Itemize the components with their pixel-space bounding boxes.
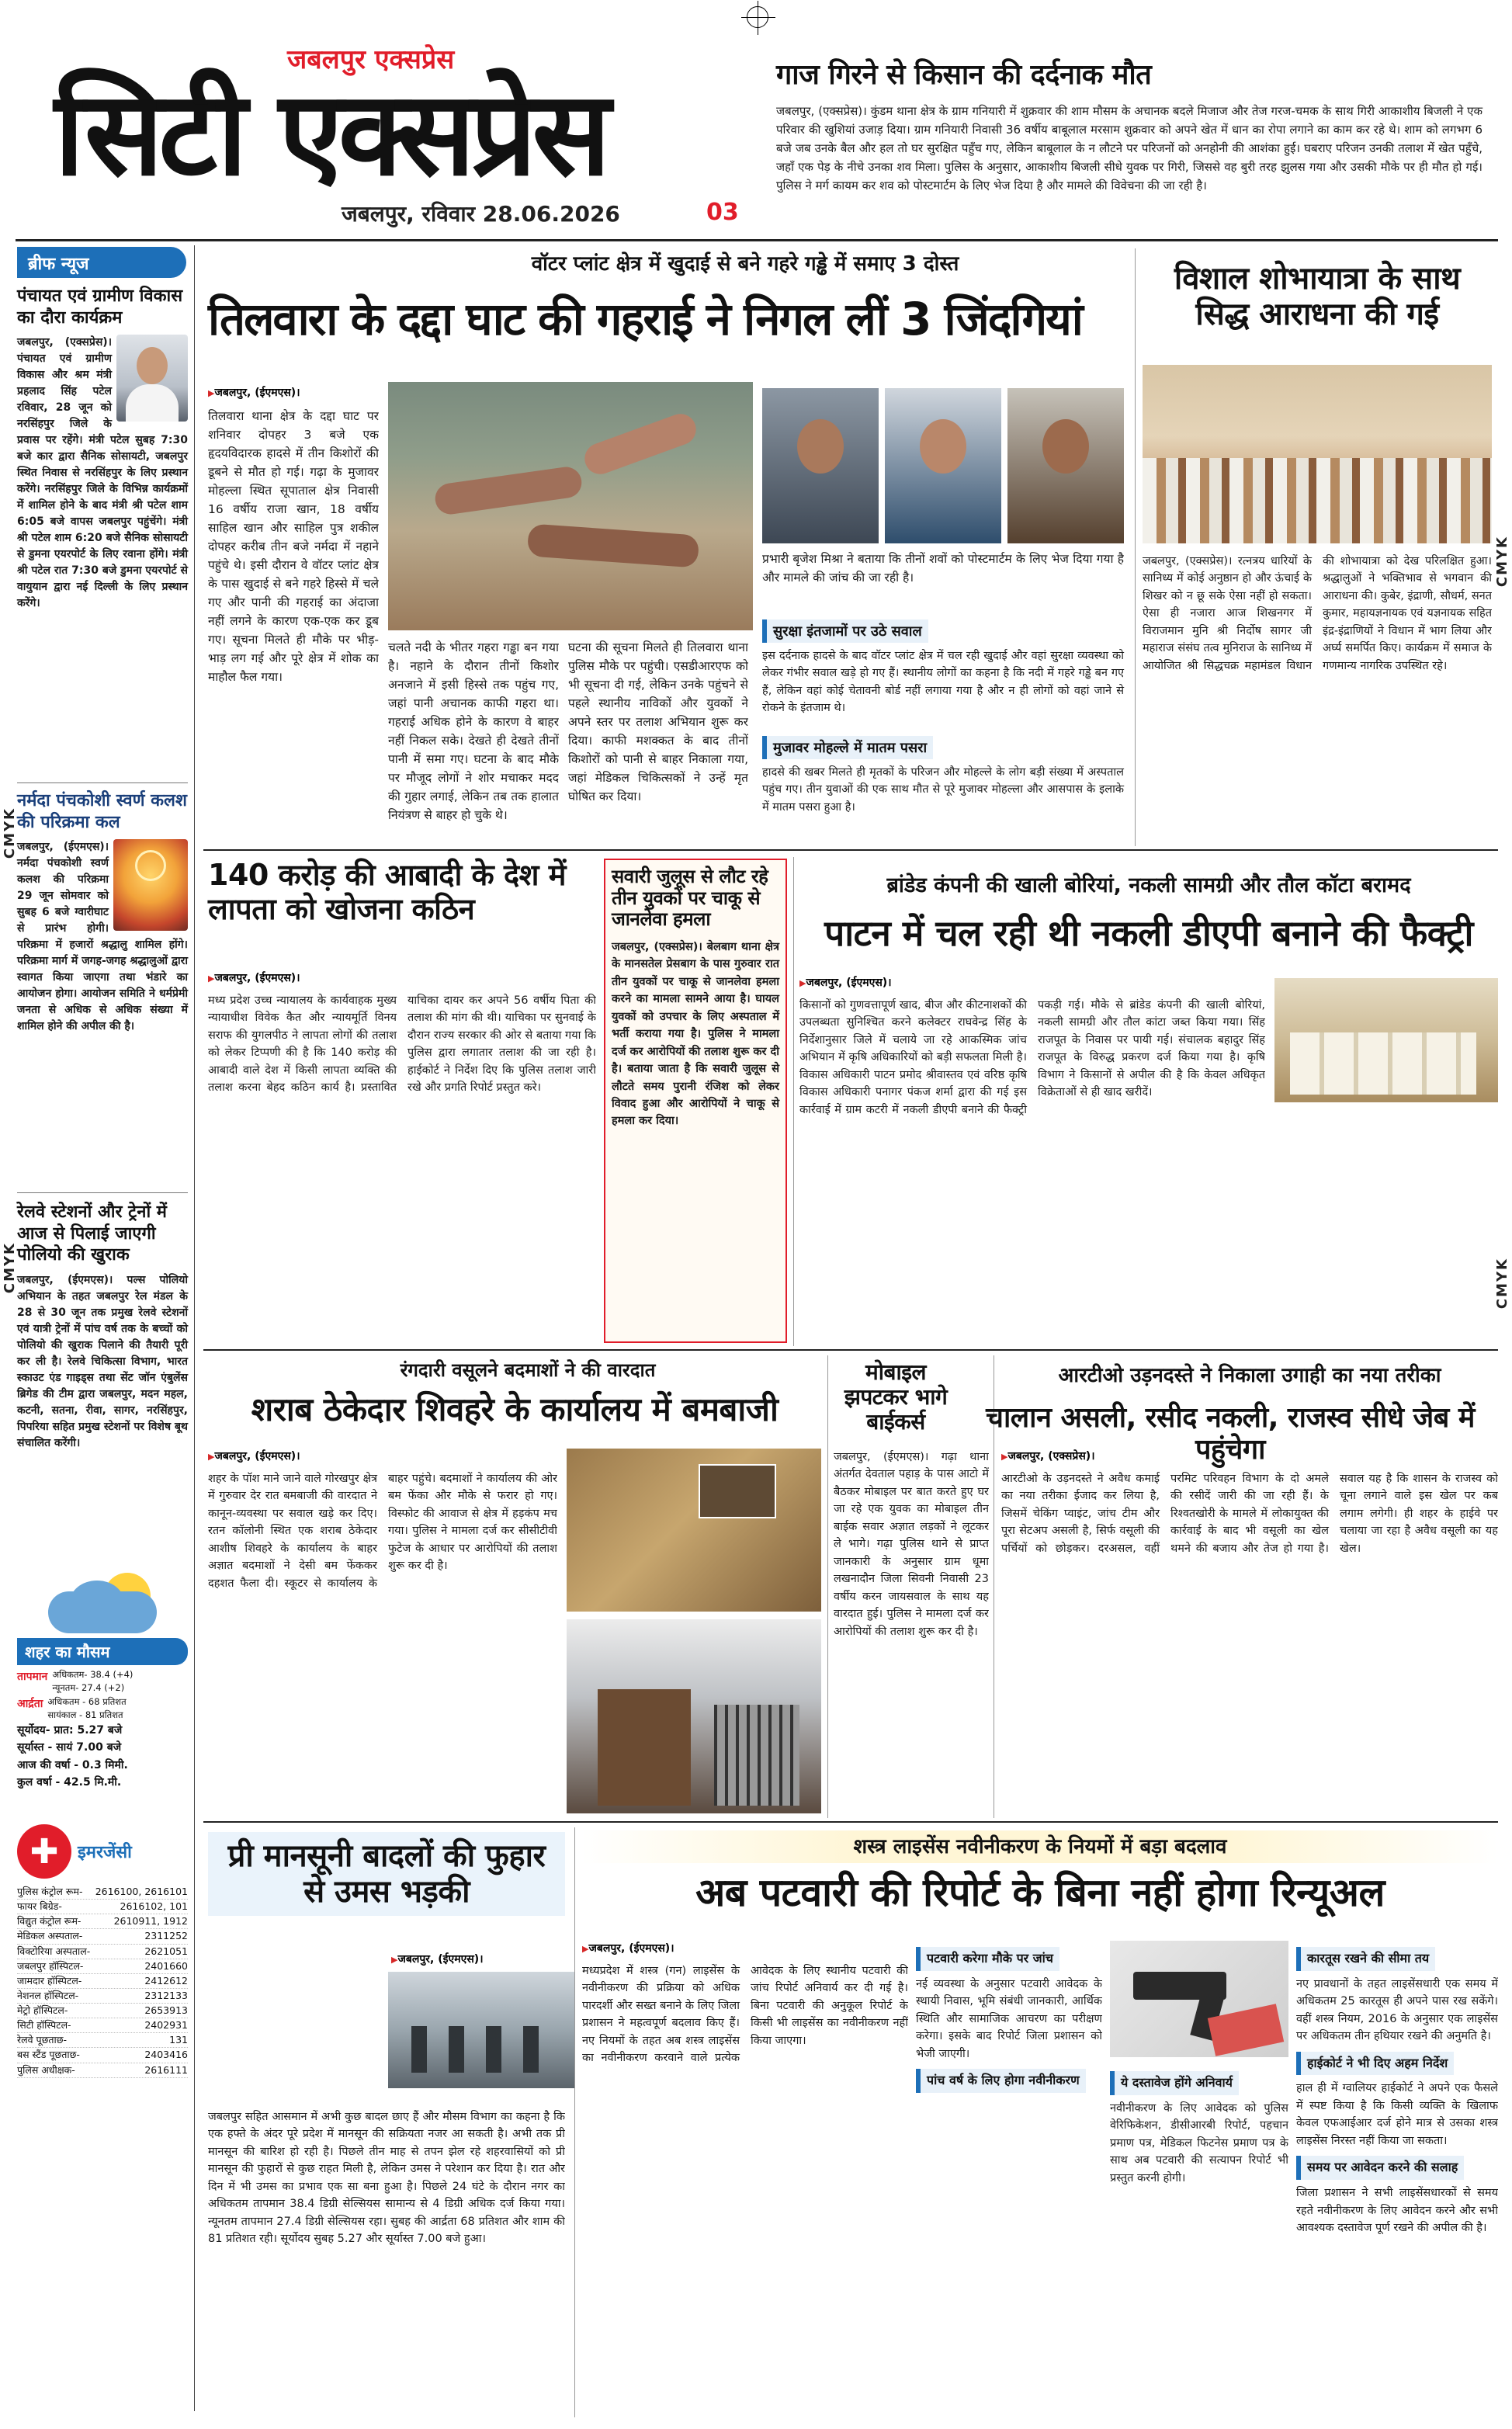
rto-story-body: आरटीओ के उड़नदस्ते ने अवैध कमाई का नया तरीका ईजाद कर लिया है, जिसमें चेकिंग प्वाइंट, जांच टीम और पूरा सेटअप असली है, सिर्फ वसूली की पर्चियों को छोड़कर। दरअसल, वहीं परमिट परिवहन विभाग के दो अमले की रसीदें जारी की जा रही हैं। के रिश्वतखोरी के मामले में लोकायुक्त की कार्रवाई के बाद भी वसूली का खेल थमने की बजाय और तेज हो गया है। सवाल यह है कि शासन के राजस्व को चूना लगाने वाले इस खेल पर कब लगाम लगेगी। ही शहर के हाईवे पर चलाया जा रहा है अवैध वसूली का यह खेल। — [1001, 1472, 1498, 1555]
main-story-dateline: ▶ जबलपुर, (ईएमएस)। — [208, 385, 379, 402]
dap-story-headline: पाटन में चल रही थी नकली डीएपी बनाने की फैक्ट्री — [824, 912, 1473, 954]
cmyk-mark-right-2: CMYK — [1494, 1258, 1510, 1310]
license-story-sub-1-body: नई व्यवस्था के अनुसार पटवारी आवेदक के स्थायी निवास, भूमि संबंधी जानकारी, आर्थिक स्थिति और सामाजिक आचरण का परीक्षण करेगा। इसके बाद रिपोर्ट जिला प्रशासन को भेजी जाएगी। — [916, 1977, 1102, 2060]
goddess-image — [113, 839, 188, 931]
weather-box — [17, 1568, 188, 1817]
license-story-kicker: शस्त्र लाइसेंस नवीनीकरण के नियमों में बड़ा बदलाव — [853, 1835, 1227, 1858]
weather-title: शहर का मौसम — [17, 1638, 188, 1665]
contact-number: 2616100, 2616101 — [95, 1886, 188, 1897]
missing-story-dateline: ▶ जबलपुर, (ईएमएस)। — [208, 970, 596, 987]
youth-portrait-3-face — [1042, 419, 1089, 474]
weather-temp-max: अधिकतम- 38.4 (+4) — [52, 1669, 134, 1680]
license-story-col-3 — [1110, 2065, 1288, 2414]
brief-news-label-text: ब्रीफ न्यूज — [28, 255, 89, 274]
contact-row — [17, 1989, 188, 2004]
masthead — [31, 29, 739, 227]
dap-story-body: किसानों को गुणवत्तापूर्ण खाद, बीज और कीटनाशकों की उपलब्धता सुनिश्चित करने कलेक्टर राघवेन्द्र सिंह के निर्देशानुसार जिले में चलाये जा रहे आकस्मिक जांच अभियान में कृषि अधिकारियों को बड़ी सफलता मिली है। विकास अधिकारी पाटन प्रमोद श्रीवास्तव एवं वरिष्ठ कृषि विकास अधिकारी पनागर पंकज शर्मा द्वारा की गई इस कार्रवाई में ग्राम कटरी में नकली डीएपी बनाने की फैक्ट्री पकड़ी गई। मौके से ब्रांडेड कंपनी की खाली बोरियां, नकली सामग्री और तौल कांटा जब्त किया गया। सिंह राजपूत के निवास पर पायी गई। संचालक बहादुर सिंह राजपूत के विरुद्ध प्रकरण दर्ज किया गया है। कृषि विभाग ने किसानों से अपील की है कि केवल अधिकृत विक्रेताओं से ही खाद खरीदें। — [799, 998, 1265, 1116]
main-story-headline: तिलवारा के दद्दा घाट की गहराई ने निगल लीं 3 जिंदगियां — [208, 293, 1082, 345]
top-story-headline: गाज गिरने से किसान की दर्दनाक मौत — [776, 59, 1152, 91]
missing-story-body: मध्य प्रदेश उच्च न्यायालय के कार्यवाहक मुख्य न्यायाधीश विवेक कैत और न्यायमूर्ति विनय सराफ की युगलपीठ ने लापता लोगों की तलाश को लेकर टिप्पणी की है कि 140 करोड़ की आबादी वाले देश में किसी लापता व्यक्ति की तलाश करना बेहद कठिन कार्य है। प्रस्तावित याचिका दायर कर अपने 56 वर्षीय पिता की तलाश की मांग की थी। याचिका पर सुनवाई के दौरान राज्य सरकार की ओर से बताया गया कि पुलिस द्वारा लगातार तलाश की जा रही है। हाईकोर्ट ने निर्देश दिए कि पुलिस तलाश जारी रखे और प्रगति रिपोर्ट प्रस्तुत करे। — [208, 994, 596, 1095]
brief-item-1-title: पंचायत एवं ग्रामीण विकास का दौरा कार्यक्रम — [17, 286, 183, 328]
contact-number: 131 — [169, 2034, 188, 2046]
monsoon-story-headline: प्री मानसूनी बादलों की फुहार से उमस भड़की — [208, 1832, 565, 1916]
weather-humidity-label: आर्द्रता — [17, 1697, 43, 1710]
license-story-col-1 — [582, 1941, 908, 2414]
bomb-story-kicker: रंगदारी वसूलने बदमाशों ने की वारदात — [400, 1359, 656, 1381]
masthead-dateline: जबलपुर, रविवार 28.06.2026 — [342, 201, 620, 227]
emergency-contacts — [17, 1885, 188, 2078]
contact-row — [17, 1885, 188, 1900]
contact-name: पुलिस कंट्रोल रूम- — [17, 1886, 83, 1897]
brief-news-label — [17, 247, 186, 278]
license-story-headline: अब पटवारी की रिपोर्ट के बिना नहीं होगा रिन्यूअल — [695, 1870, 1385, 1915]
contact-number: 2402931 — [144, 2019, 188, 2032]
contact-number: 2312133 — [144, 1989, 188, 2001]
river-bank-photo — [388, 382, 753, 630]
emergency-box — [17, 1824, 188, 2414]
rule-brief-2 — [17, 1192, 188, 1193]
bomb-site-photo-inset — [699, 1464, 776, 1518]
divider-mobile — [827, 1355, 828, 1818]
river-bank-photo-figure-1 — [433, 465, 584, 516]
main-story-body-3: घटना की सूचना मिलते ही तिलवारा थाना पुलिस मौके पर पहुंची। एसडीआरएफ को भी सूचना दी गई, लेकिन उनके पहुंचने से पहले स्थानीय नाविकों और युवकों ने अपने स्तर पर तलाश अभियान शुरू कर दिया। काफी मशक्कत के बाद तीनों किशोरों को पानी से बाहर निकाला गया, जहां मेडिकल चिकित्सकों ने उन्हें मृत घोषित कर दिया। — [568, 640, 748, 804]
bomb-story-dateline: ▶ जबलपुर, (ईएमएस)। — [208, 1449, 557, 1466]
main-story-sub-1-body: इस दर्दनाक हादसे के बाद वॉटर प्लांट क्षेत्र में चल रही खुदाई और वहां सुरक्षा व्यवस्था को लेकर गंभीर सवाल खड़े हो गए हैं। स्थानीय लोगों का कहना है कि नदी में गहरे गड्ढे बन गए हैं, लेकिन वहां कोई चेतावनी बोर्ड नहीं लगाया गया है और न ही लोगों को वहां जाने से रोकने के इंतजाम थे। — [762, 650, 1124, 715]
main-story-col-3 — [568, 638, 748, 840]
license-story-col-4 — [1296, 1941, 1498, 2414]
rto-story-headline: चालान असली, रसीद नकली, राजस्व सीधे जेब में पहुंचेगा — [986, 1402, 1475, 1466]
monsoon-story-col — [208, 1952, 565, 2410]
dap-story-col-1 — [799, 975, 1265, 1343]
masthead-title: सिटी एक्सप्रेस — [54, 67, 606, 202]
main-story-body-2: चलते नदी के भीतर गहरा गड्ढा बन गया है। नहाने के दौरान तीनों किशोर अनजाने में इसी हिस्से तक पहुंच गए, जहां पानी अचानक काफी गहरा था। गहराई अधिक होने के कारण वे बाहर नहीं निकल सके। देखते ही देखते तीनों पानी में समा गए। घटना के बाद मौके पर मौजूद लोगों ने शोर मचाकर मदद की गुहार लगाई, लेकिन तब तक हालात नियंत्रण से बाहर हो चुके थे। — [388, 640, 559, 823]
contact-number: 2616111 — [144, 2063, 188, 2076]
license-story-sub-2: पांच वर्ष के लिए होगा नवीनीकरण — [916, 2069, 1086, 2093]
brief-item-3 — [17, 1202, 188, 1559]
license-story-sub-5-body: हाल ही में ग्वालियर हाईकोर्ट ने अपने एक फैसले में स्पष्ट किया है कि किसी व्यक्ति के खिलाफ केवल एफआईआर दर्ज होने मात्र से उसका शस्त्र लाइसेंस निरस्त नहीं किया जा सकता। — [1296, 2082, 1498, 2147]
registration-mark-top — [747, 6, 768, 28]
contact-name: नेशनल हॉस्पिटल- — [17, 1989, 79, 2001]
main-story-body-1: तिलवारा थाना क्षेत्र के दद्दा घाट पर शनिवार दोपहर 3 बजे एक हृदयविदारक हादसे में तीन किशोरों की डूबने से मौत हो गई। गढ़ा के मुजावर मोहल्ला स्थित सूपाताल क्षेत्र निवासी 16 वर्षीय राजा खान, 18 वर्षीय साहिल खान और साहिल पुत्र शकील दोपहर करीब तीन बजे नर्मदा में नहाने पहुंचे थे। इसी दौरान वे वॉटर प्लांट क्षेत्र के पास खुदाई से बने गहरे हिस्से में चले गए और पानी की गहराई का अंदाजा नहीं लगने के कारण एक-एक कर डूब गए। सूचना मिलते ही मौके पर भीड़-भाड़ लग गई और पूरे क्षेत्र में शोक का माहौल फैल गया। — [208, 408, 379, 684]
weather-humidity-max: अधिकतम - 68 प्रतिशत — [47, 1695, 127, 1707]
emergency-icon: ✚ — [17, 1824, 71, 1879]
license-story-sub-1: पटवारी करेगा मौके पर जांच — [916, 1947, 1059, 1971]
missing-story-headline: 140 करोड़ की आबादी के देश में लापता को खोजना कठिन — [208, 858, 566, 926]
brief-item-1 — [17, 286, 188, 790]
brief-item-3-body: जबलपुर, (ईएमएस)। पल्स पोलियो अभियान के तहत जबलपुर रेल मंडल के 28 से 30 जून तक प्रमुख रेलवे स्टेशनों एवं यात्री ट्रेनों में पांच वर्ष तक के बच्चों को पोलियो की खुराक पिलाने की तैयारी पूरी कर ली है। रेलवे चिकित्सा विभाग, भारत स्काउट एंड गाइड्स तथा सेंट जॉन एंबुलेंस ब्रिगेड की टीम द्वारा जबलपुर, मदन महल, कटनी, सतना, रीवा, सागर, नरसिंहपुर, पिपरिया सहित प्रमुख स्टेशनों पर विशेष बूथ संचालित करेंगी। — [17, 1273, 188, 1449]
license-story-body-1: मध्यप्रदेश में शस्त्र (गन) लाइसेंस के नवीनीकरण की प्रक्रिया को अधिक पारदर्शी और सख्त बनाने के लिए जिला प्रशासन ने महत्वपूर्ण बदलाव किए हैं। नए नियमों के तहत अब शस्त्र लाइसेंस का नवीनीकरण करवाने वाले प्रत्येक आवेदक के लिए स्थानीय पटवारी की जांच रिपोर्ट अनिवार्य कर दी गई है। बिना पटवारी की अनुकूल रिपोर्ट के किसी भी लाइसेंस का नवीनीकरण नहीं किया जाएगा। — [582, 1964, 908, 2065]
youth-portrait-2 — [885, 388, 1001, 543]
contact-row — [17, 2018, 188, 2033]
procession-photo-crowd — [1143, 458, 1492, 543]
main-story-sub-1-box — [762, 613, 1124, 722]
dap-factory-photo — [1274, 978, 1498, 1102]
attack-story — [604, 859, 787, 1343]
mobile-story-headline: मोबाइल झपटकर भागे बाईकर्स — [844, 1359, 948, 1435]
weather-temp-min: न्यूनतम- 27.4 (+2) — [52, 1682, 125, 1694]
license-story-sub-3: ये दस्तावेज होंगे अनिवार्य — [1110, 2071, 1239, 2095]
license-story-sub-3-body: नवीनीकरण के लिए आवेदक को पुलिस वेरिफिकेशन, डीसीआरबी रिपोर्ट, पहचान प्रमाण पत्र, मेडिकल फिटनेस प्रमाण पत्र के साथ अब पटवारी की सत्यापन रिपोर्ट भी प्रस्तुत करनी होगी। — [1110, 2101, 1288, 2184]
license-story-sub-4-body: नए प्रावधानों के तहत लाइसेंसधारी एक समय में अधिकतम 25 कारतूस ही अपने पास रख सकेंगे। वहीं शस्त्र नियम, 2016 के अनुसार एक लाइसेंस पर अधिकतम तीन हथियार रखने की अनुमति है। — [1296, 1977, 1498, 2043]
emergency-header — [17, 1824, 188, 1879]
contact-name: बस स्टैंड पूछताछ- — [17, 2049, 80, 2061]
weather-humidity-min: सायंकाल - 81 प्रतिशत — [47, 1709, 123, 1720]
brief-item-2 — [17, 790, 188, 1194]
top-story-body: जबलपुर, (एक्सप्रेस)। कुंडम थाना क्षेत्र के ग्राम गनियारी में शुक्रवार की शाम मौसम के अचानक बदले मिजाज और तेज गरज-चमक के साथ गिरी आकाशीय बिजली ने एक परिवार की खुशियां उजाड़ दिया। ग्राम गनियारी निवासी 36 वर्षीय बाबूलाल मरसाम शुक्रवार को अपने खेत में धान का रोपा लगाने का काम कर रहे थे। शाम को लगभग 6 बजे जब उनके बैल और हल तो घर सुरक्षित पहुँच गए, लेकिन बाबूलाल के न लौटने पर परिजनों को अनहोनी की आशंका हुई। घबराए परिजन उनकी तलाश में खेत पहुँचे, जहाँ एक पेड़ के नीचे उनका शव मिला। पुलिस के अनुसार, आकाशीय बिजली सीधे युवक पर गिरी, जिससे वह बुरी तरह झुलस गया और उसकी मौके पर ही मौत हो गई। पुलिस ने मर्ग कायम कर शव को पोस्टमार्टम के लिए भेज दिया है और मामले की विवेचना की जा रही है। — [776, 104, 1483, 193]
weather-rain-today: आज की वर्षा - 0.3 मिमी. — [17, 1758, 128, 1771]
monsoon-story-body: जबलपुर सहित आसमान में अभी कुछ बादल छाए हैं और मौसम विभाग का कहना है कि एक हफ्ते के अंदर पूरे प्रदेश में मानसून की सक्रियता नजर आ सकती है। अभी तक प्री मानसून की बारिश हो रही है। पिछले तीन माह से तपन झेल रहे शहरवासियों को प्री मानसून की फुहारों से कुछ राहत मिली है, लेकिन उमस ने परेशान कर दिया है। रात और दिन में भी उमस का प्रभाव एक सा बना हुआ है। पिछले 24 घंटे के दौरान नगर का अधिकतम तापमान 38.4 डिग्री सेल्सियस सामान्य से 4 डिग्री अधिक दर्ज किया गया। न्यूनतम तापमान 27.4 डिग्री सेल्सियस रहा। सुबह की आर्द्रता 68 प्रतिशत और शाम की 81 प्रतिशत रही। सूर्योदय सुबह 5.27 और सूर्यास्त 7.00 बजे हुआ। — [208, 2110, 565, 2245]
main-story-sub-2-body: हादसे की खबर मिलते ही मृतकों के परिजन और मोहल्ले के लोग बड़ी संख्या में अस्पताल पहुंच गए। तीन युवाओं की एक साथ मौत से पूरे मुजावर मोहल्ला और आसपास के इलाके में मातम पसरा हुआ है। — [762, 766, 1124, 814]
cloud-icon — [17, 1568, 188, 1638]
contact-row — [17, 1929, 188, 1944]
brief-item-2-title: नर्मदा पंचकोशी स्वर्ण कलश की परिक्रमा कल — [17, 791, 187, 832]
contact-number: 2653913 — [144, 2004, 188, 2016]
contact-name: मेट्रो हॉस्पिटल- — [17, 2004, 68, 2016]
contact-name: जबलपुर हॉस्पिटल- — [17, 1959, 84, 1972]
license-story-col-2 — [916, 1941, 1102, 2414]
main-story-sub-1: सुरक्षा इंतजामों पर उठे सवाल — [762, 619, 928, 643]
contact-number: 2401660 — [144, 1959, 188, 1972]
rule-under-masthead — [16, 239, 1498, 241]
weather-temp — [17, 1668, 188, 1695]
dap-factory-photo-sacks — [1290, 1032, 1476, 1095]
rule-section-2 — [203, 849, 1498, 851]
contact-number: 2621051 — [144, 1945, 188, 1957]
contact-row — [17, 2004, 188, 2018]
cmyk-mark-left: CMYK — [2, 807, 18, 859]
cmyk-mark-right: CMYK — [1494, 536, 1510, 588]
bomb-story-col-1 — [208, 1449, 557, 1813]
license-story-sub-6-body: जिला प्रशासन ने सभी लाइसेंसधारकों से समय रहते नवीनीकरण के लिए आवेदन करने और सभी आवश्यक दस्तावेज पूर्ण रखने की अपील की है। — [1296, 2187, 1498, 2235]
contact-name: विद्युत कंट्रोल रूम- — [17, 1915, 81, 1928]
sidebar-divider — [194, 245, 195, 2411]
contact-name: सिटी हॉस्पिटल- — [17, 2019, 71, 2032]
main-story-col-4 — [762, 550, 1124, 612]
weather-humidity — [17, 1695, 188, 1723]
rule-brief-1 — [17, 782, 188, 783]
contact-name: रेलवे पूछताछ- — [17, 2034, 68, 2046]
contact-row — [17, 1974, 188, 1989]
brief-item-2-body: जबलपुर, (ईएमएस)। नर्मदा पंचकोशी स्वर्ण कलश की परिक्रमा 29 जून सोमवार को सुबह 6 बजे ग्वारीघाट से प्रारंभ होगी। परिक्रमा में हजारों श्रद्धालु शामिल होंगे। परिक्रमा मार्ग में जगह-जगह श्रद्धालुओं द्वारा स्वागत किया जाएगा तथा भंडारे का आयोजन होगा। आयोजन समिति ने धर्मप्रेमी जनता से अधिक से अधिक संख्या में शामिल होने की अपील की है। — [17, 841, 188, 1032]
license-story-dateline: ▶ जबलपुर, (ईएमएस)। — [582, 1941, 908, 1958]
dap-story-dateline: ▶ जबलपुर, (ईएमएस)। — [799, 975, 1265, 992]
divider-main-procession — [1135, 248, 1136, 846]
contact-name: मेडिकल अस्पताल- — [17, 1930, 83, 1942]
brief-item-1-body: जबलपुर, (एक्सप्रेस)। पंचायत एवं ग्रामीण विकास और श्रम मंत्री प्रहलाद सिंह पटेल रविवार, 28 जून को नरसिंहपुर जिले के प्रवास पर रहेंगे। मंत्री पटेल सुबह 7:30 बजे कार द्वारा सैनिक सोसायटी, जबलपुर स्थित निवास से नरसिंहपुर के लिए प्रस्थान करेंगे। नरसिंहपुर जिले के विभिन्न कार्यक्रमों में शामिल होने के बाद मंत्री श्री पटेल शाम 6:05 बजे वापस जबलपुर पहुंचेंगे। मंत्री श्री पटेल शाम 6:20 बजे सैनिक सोसायटी से डुमना एयरपोर्ट के लिए रवाना होंगे। मंत्री श्री पटेल रात 7:30 बजे डुमना एयरपोर्ट से वायुयान द्वारा नई दिल्ली के लिए प्रस्थान करेंगे। — [17, 336, 188, 609]
minister-photo-body — [126, 384, 179, 422]
divider-dap — [793, 857, 794, 1346]
contact-name: फायर बिग्रेड- — [17, 1900, 62, 1913]
weather-humidity-values — [47, 1695, 126, 1723]
main-story-kicker: वॉटर प्लांट क्षेत्र में खुदाई से बने गहरे गड्ढे में समाए 3 दोस्त — [531, 252, 959, 276]
minister-photo — [116, 335, 188, 422]
cmyk-mark-left-2: CMYK — [2, 1242, 18, 1294]
divider-license — [574, 1827, 575, 2417]
top-story — [776, 59, 1483, 234]
attack-story-headline: सवारी जुलूस से लौट रहे तीन युवकों पर चाकू से जानलेवा हमला — [612, 866, 768, 931]
procession-photo — [1143, 365, 1492, 543]
main-story-col-1 — [208, 385, 379, 843]
rto-story-col — [1001, 1449, 1498, 1813]
page-number: 03 — [706, 199, 739, 226]
rto-story-dateline: ▶ जबलपुर, (एक्सप्रेस)। — [1001, 1449, 1498, 1466]
bomb-story-body: शहर के पॉश माने जाने वाले गोरखपुर क्षेत्र में गुरुवार देर रात बमबाजी की वारदात ने कानून-व्यवस्था पर सवाल खड़े कर दिए। रतन कॉलोनी स्थित एक शराब ठेकेदार आशीष शिवहरे के कार्यालय के बाहर अज्ञात बदमाशों ने देसी बम फेंककर दहशत फैला दी। स्कूटर से कार्यालय के बाहर पहुंचे। बदमाशों ने कार्यालय की ओर बम फेंका और मौके से फरार हो गए। विस्फोट की आवाज से क्षेत्र में हड़कंप मच गया। पुलिस ने मामला दर्ज कर सीसीटीवी फुटेज के आधार पर आरोपियों की तलाश शुरू कर दी है। — [208, 1472, 557, 1590]
bomb-story-headline: शराब ठेकेदार शिवहरे के कार्यालय में बमबाजी — [251, 1390, 779, 1428]
brief-item-3-title: रेलवे स्टेशनों और ट्रेनों में आज से पिलाई जाएगी पोलियो की खुराक — [17, 1202, 167, 1265]
attack-story-body: जबलपुर, (एक्सप्रेस)। बेलबाग थाना क्षेत्र के मानसतेल प्रेसबाग के पास गुरुवार रात तीन युवकों पर चाकू से जानलेवा हमला करने का मामला सामने आया है। घायल युवकों को उपचार के लिए अस्पताल में भर्ती कराया गया है। पुलिस ने मामला दर्ज कर आरोपियों की तलाश शुरू कर दी है। बताया जाता है कि सवारी जुलूस से लौटते समय पुरानी रंजिश को लेकर विवाद हुआ और आरोपियों ने चाकू से हमला कर दिया। — [612, 940, 779, 1128]
office-front-photo-shutter — [598, 1689, 691, 1806]
weather-rain-total: कुल वर्षा - 42.5 मि.मी. — [17, 1776, 122, 1789]
main-story-sub-2: मुजावर मोहल्ले में मातम पसरा — [762, 736, 933, 759]
emergency-title: इमरजेंसी — [78, 1843, 132, 1862]
contact-row — [17, 1945, 188, 1959]
procession-body: जबलपुर, (एक्सप्रेस)। रत्नत्रय धारियों के सानिध्य में कोई अनुष्ठान हो और ऊंचाई के शिखर को न छू सके ऐसा नहीं हो सकता। ऐसा ही नजारा आज शिखनगर में विराजमान मुनि श्री निर्दोष सागर जी महाराज संसंघ तत्व मुनिराज के सानिध्य में आयोजित श्री सिद्धचक्र महामंडल विधान की शोभायात्रा को देख परिलक्षित हुआ। श्रद्धालुओं ने भक्तिभाव से भगवान की आराधना की। कुबेर, इंद्राणी, सौधर्म, सनत कुमार, महायज्ञनायक एवं यज्ञनायक सहित इंद्र-इंद्राणियों ने विधान में भाग लिया और अर्घ्य समर्पित किए। कार्यक्रम में समाज के गणमान्य नागरिक उपस्थित रहे। — [1143, 555, 1492, 672]
license-story-sub-5: हाईकोर्ट ने भी दिए अहम निर्देश — [1296, 2052, 1454, 2076]
procession-headline: विशाल शोभायात्रा के साथ सिद्ध आराधना की गई — [1174, 261, 1461, 332]
goddess-image-halo — [135, 850, 166, 881]
contact-name: पुलिस अधीक्षक- — [17, 2063, 75, 2076]
weather-temp-label: तापमान — [17, 1671, 48, 1683]
weather-sunrise: सूर्योदय- प्रात: 5.27 बजे — [17, 1724, 123, 1737]
masthead-subtitle: जबलपुर एक्सप्रेस — [287, 44, 455, 75]
youth-portrait-2-face — [920, 419, 966, 474]
minister-photo-face — [137, 347, 168, 384]
license-story-sub-6: समय पर आवेदन करने की सलाह — [1296, 2156, 1464, 2180]
rto-story-kicker: आरटीओ उड़नदस्ते ने निकाला उगाही का नया तरीका — [1058, 1364, 1441, 1387]
monsoon-story-dateline: ▶ जबलपुर, (ईएमएस)। — [208, 1952, 565, 1969]
youth-portrait-1-face — [797, 419, 844, 474]
contact-number: 2616102, 101 — [120, 1900, 188, 1913]
main-story-col-2 — [388, 638, 559, 840]
dap-story-kicker: ब्रांडेड कंपनी की खाली बोरियां, नकली सामग्री और तौल कॉटा बरामद — [886, 873, 1411, 897]
mobile-story-body: जबलपुर, (ईएमएस)। गढ़ा थाना अंतर्गत देवताल पहाड़ के पास आटो में बैठकर मोबाइल पर बात करते हुए घर जा रहे एक युवक का मोबाइल तीन बाईक सवार अज्ञात लड़कों ने लूटकर ले भागे। गढ़ा पुलिस थाने से प्राप्त जानकारी के अनुसार ग्राम धूमा लखनादौन जिला सिवनी निवासी 23 वर्षीय करन जायसवाल के साथ यह वारदात हुई। पुलिस ने मामला दर्ज कर आरोपियों की तलाश शुरू कर दी है। — [834, 1451, 989, 1638]
license-kicker-band — [582, 1830, 1498, 1863]
gun-license-photo — [1110, 1941, 1288, 2057]
missing-story-body-box — [208, 970, 596, 1343]
river-bank-photo-figure-2 — [527, 523, 699, 567]
contact-row — [17, 2048, 188, 2063]
bomb-site-photo — [567, 1449, 821, 1612]
contact-row — [17, 1914, 188, 1929]
weather-sunset: सूर्यास्त - सायं 7.00 बजे — [17, 1741, 122, 1754]
youth-portrait-1 — [762, 388, 879, 543]
rule-section-3 — [203, 1349, 1498, 1351]
contact-name: विक्टोरिया अस्पताल- — [17, 1945, 91, 1957]
youth-portrait-3 — [1007, 388, 1124, 543]
contact-row — [17, 1959, 188, 1974]
river-bank-photo-figure-3 — [581, 410, 701, 479]
weather-temp-values — [52, 1668, 133, 1695]
contact-number: 2610911, 1912 — [113, 1915, 188, 1928]
contact-row — [17, 1900, 188, 1914]
contact-name: जामदार हॉस्पिटल- — [17, 1974, 82, 1987]
contact-row — [17, 2033, 188, 2048]
contact-number: 2403416 — [144, 2049, 188, 2061]
license-story-sub-4: कारतूस रखने की सीमा तय — [1296, 1947, 1435, 1971]
rule-section-4 — [203, 1821, 1498, 1823]
contact-row — [17, 2063, 188, 2078]
cloud-shape-2 — [70, 1581, 124, 1624]
main-story-body-4: प्रभारी बृजेश मिश्रा ने बताया कि तीनों शवों को पोस्टमार्टम के लिए भेज दिया गया है और मामले की जांच की जा रही है। — [762, 552, 1124, 585]
office-front-photo-gate — [714, 1705, 799, 1806]
contact-number: 2412612 — [144, 1974, 188, 1987]
main-story-sub-2-box — [762, 730, 1124, 838]
contact-number: 2311252 — [144, 1930, 188, 1942]
office-front-photo — [567, 1619, 821, 1813]
